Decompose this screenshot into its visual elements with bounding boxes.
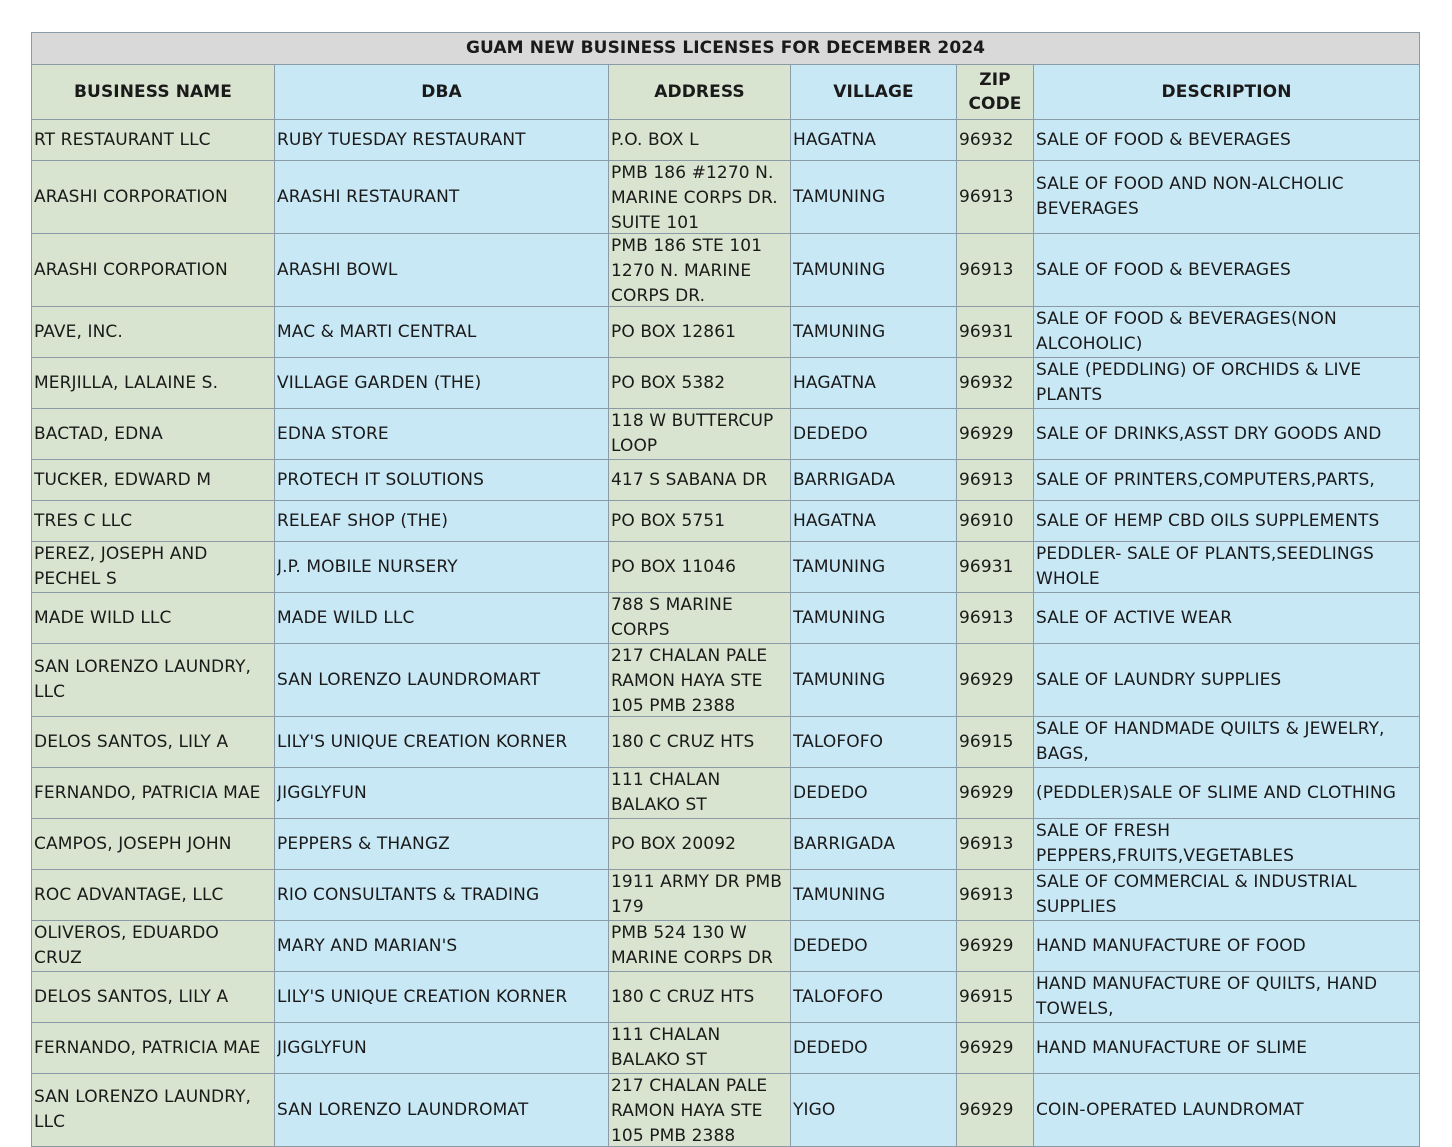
cell-dba-text: RUBY TUESDAY RESTAURANT <box>277 129 526 150</box>
cell-zip-code-text: 96932 <box>959 129 1014 150</box>
table-row <box>32 768 1420 819</box>
cell-dba-text: JIGGLYFUN <box>277 782 367 803</box>
cell-description-text: (PEDDLER)SALE OF SLIME AND CLOTHING <box>1036 782 1396 803</box>
cell-village-text: DEDEDO <box>793 935 868 956</box>
cell-village <box>791 870 957 921</box>
cell-business-name-text: MERJILLA, LALAINE S. <box>34 372 219 393</box>
cell-description-text: SALE OF FOOD & BEVERAGES(NON ALCOHOLIC) <box>1036 309 1337 354</box>
cell-village-text: DEDEDO <box>793 1037 868 1058</box>
cell-village <box>791 593 957 644</box>
cell-dba <box>275 460 609 501</box>
cell-address <box>609 768 791 819</box>
cell-zip-code <box>957 409 1034 460</box>
cell-address <box>609 460 791 501</box>
cell-village-text: TAMUNING <box>793 669 886 690</box>
cell-dba <box>275 307 609 358</box>
table-row <box>32 542 1420 593</box>
cell-zip-code <box>957 460 1034 501</box>
cell-village <box>791 307 957 358</box>
cell-zip-code <box>957 870 1034 921</box>
cell-dba <box>275 1023 609 1074</box>
cell-address-text: PMB 186 #1270 N. MARINE CORPS DR. SUITE 101 <box>611 163 778 233</box>
cell-zip-code-text: 96913 <box>959 607 1014 628</box>
cell-village <box>791 768 957 819</box>
cell-business-name <box>32 161 275 234</box>
cell-village-text: HAGATNA <box>793 372 877 393</box>
cell-address <box>609 819 791 870</box>
cell-address <box>609 1023 791 1074</box>
header-village: VILLAGE <box>791 65 957 120</box>
cell-zip-code-text: 96910 <box>959 510 1014 531</box>
cell-business-name <box>32 542 275 593</box>
cell-dba-text: PROTECH IT SOLUTIONS <box>277 469 484 490</box>
cell-dba-text: ARASHI RESTAURANT <box>277 186 460 207</box>
cell-village <box>791 921 957 972</box>
cell-address-text: PMB 524 130 W MARINE CORPS DR <box>611 923 773 968</box>
cell-business-name-text: RT RESTAURANT LLC <box>34 129 211 150</box>
cell-description <box>1034 593 1420 644</box>
cell-business-name <box>32 972 275 1023</box>
cell-address-text: 111 CHALAN BALAKO ST <box>611 770 721 815</box>
cell-address <box>609 870 791 921</box>
cell-zip-code-text: 96913 <box>959 884 1014 905</box>
cell-dba-text: RELEAF SHOP (THE) <box>277 510 449 531</box>
table-row <box>32 307 1420 358</box>
cell-address-text: PO BOX 20092 <box>611 833 737 854</box>
cell-business-name-text: BACTAD, EDNA <box>34 423 163 444</box>
cell-description-text: SALE OF FOOD & BEVERAGES <box>1036 259 1291 280</box>
table-row <box>32 460 1420 501</box>
cell-address <box>609 120 791 161</box>
cell-business-name <box>32 307 275 358</box>
cell-village <box>791 234 957 307</box>
table-row <box>32 501 1420 542</box>
cell-business-name <box>32 644 275 717</box>
cell-description <box>1034 358 1420 409</box>
cell-zip-code-text: 96913 <box>959 833 1014 854</box>
cell-business-name-text: MADE WILD LLC <box>34 607 172 628</box>
cell-business-name-text: SAN LORENZO LAUNDRY, LLC <box>34 657 252 702</box>
cell-business-name <box>32 501 275 542</box>
cell-address-text: 1911 ARMY DR PMB 179 <box>611 872 783 917</box>
cell-village <box>791 717 957 768</box>
cell-zip-code-text: 96931 <box>959 321 1014 342</box>
cell-description-text: PEDDLER- SALE OF PLANTS,SEEDLINGS WHOLE <box>1036 544 1374 589</box>
table-row <box>32 234 1420 307</box>
cell-zip-code <box>957 120 1034 161</box>
cell-village <box>791 542 957 593</box>
cell-address <box>609 593 791 644</box>
cell-zip-code-text: 96929 <box>959 782 1014 803</box>
table-row <box>32 921 1420 972</box>
cell-business-name-text: DELOS SANTOS, LILY A <box>34 731 229 752</box>
cell-description-text: SALE OF HEMP CBD OILS SUPPLEMENTS <box>1036 510 1380 531</box>
cell-business-name <box>32 409 275 460</box>
cell-address-text: 788 S MARINE CORPS <box>611 595 733 640</box>
cell-business-name <box>32 234 275 307</box>
cell-address-text: 111 CHALAN BALAKO ST <box>611 1025 721 1070</box>
cell-village <box>791 460 957 501</box>
cell-village-text: TAMUNING <box>793 259 886 280</box>
cell-village <box>791 501 957 542</box>
cell-description-text: COIN-OPERATED LAUNDROMAT <box>1036 1099 1304 1120</box>
license-table-sheet <box>31 32 1419 1147</box>
cell-business-name-text: FERNANDO, PATRICIA MAE <box>34 782 261 803</box>
cell-village-text: TAMUNING <box>793 556 886 577</box>
cell-dba <box>275 234 609 307</box>
cell-address-text: P.O. BOX L <box>611 129 699 150</box>
cell-address <box>609 234 791 307</box>
cell-village-text: BARRIGADA <box>793 833 896 854</box>
cell-address-text: 217 CHALAN PALE RAMON HAYA STE 105 PMB 2388 <box>611 1076 768 1146</box>
cell-business-name <box>32 1023 275 1074</box>
table-row <box>32 972 1420 1023</box>
cell-dba-text: LILY'S UNIQUE CREATION KORNER <box>277 986 568 1007</box>
cell-description-text: SALE OF ACTIVE WEAR <box>1036 607 1233 628</box>
cell-zip-code-text: 96929 <box>959 1037 1014 1058</box>
cell-address-text: PO BOX 5382 <box>611 372 726 393</box>
cell-address-text: PO BOX 5751 <box>611 510 726 531</box>
cell-dba-text: EDNA STORE <box>277 423 389 444</box>
cell-village-text: HAGATNA <box>793 129 877 150</box>
cell-description-text: SALE OF DRINKS,ASST DRY GOODS AND <box>1036 423 1382 444</box>
cell-zip-code <box>957 1023 1034 1074</box>
cell-village <box>791 644 957 717</box>
cell-dba <box>275 819 609 870</box>
cell-village-text: DEDEDO <box>793 782 868 803</box>
cell-description <box>1034 234 1420 307</box>
cell-address <box>609 542 791 593</box>
cell-description-text: HAND MANUFACTURE OF SLIME <box>1036 1037 1308 1058</box>
cell-business-name <box>32 593 275 644</box>
cell-business-name-text: PAVE, INC. <box>34 321 123 342</box>
cell-dba <box>275 161 609 234</box>
cell-dba-text: JIGGLYFUN <box>277 1037 367 1058</box>
cell-village-text: YIGO <box>793 1099 836 1120</box>
cell-dba <box>275 501 609 542</box>
cell-village-text: TAMUNING <box>793 186 886 207</box>
cell-business-name-text: TUCKER, EDWARD M <box>34 469 212 490</box>
cell-description <box>1034 120 1420 161</box>
cell-address-text: 118 W BUTTERCUP LOOP <box>611 411 774 456</box>
table-row <box>32 161 1420 234</box>
cell-business-name-text: OLIVEROS, EDUARDO CRUZ <box>34 923 219 968</box>
cell-dba-text: LILY'S UNIQUE CREATION KORNER <box>277 731 568 752</box>
cell-description-text: SALE OF LAUNDRY SUPPLIES <box>1036 669 1282 690</box>
cell-dba <box>275 644 609 717</box>
cell-description <box>1034 1023 1420 1074</box>
cell-business-name-text: DELOS SANTOS, LILY A <box>34 986 229 1007</box>
cell-zip-code-text: 96915 <box>959 986 1014 1007</box>
cell-business-name-text: CAMPOS, JOSEPH JOHN <box>34 833 232 854</box>
cell-zip-code <box>957 819 1034 870</box>
cell-business-name <box>32 768 275 819</box>
cell-dba <box>275 593 609 644</box>
cell-village <box>791 972 957 1023</box>
cell-address <box>609 409 791 460</box>
header-zip-code: ZIP CODE <box>957 65 1034 120</box>
cell-business-name <box>32 921 275 972</box>
cell-business-name <box>32 460 275 501</box>
table-row <box>32 819 1420 870</box>
cell-address-text: 180 C CRUZ HTS <box>611 731 755 752</box>
cell-village-text: TAMUNING <box>793 321 886 342</box>
cell-dba-text: PEPPERS & THANGZ <box>277 833 450 854</box>
cell-zip-code <box>957 542 1034 593</box>
cell-address-text: 180 C CRUZ HTS <box>611 986 755 1007</box>
header-address: ADDRESS <box>609 65 791 120</box>
cell-village-text: HAGATNA <box>793 510 877 531</box>
table-row <box>32 870 1420 921</box>
cell-address-text: 417 S SABANA DR <box>611 469 768 490</box>
table-row <box>32 358 1420 409</box>
cell-dba <box>275 972 609 1023</box>
cell-description <box>1034 161 1420 234</box>
cell-zip-code <box>957 644 1034 717</box>
cell-address <box>609 358 791 409</box>
cell-zip-code-text: 96913 <box>959 259 1014 280</box>
cell-village <box>791 1023 957 1074</box>
cell-business-name <box>32 717 275 768</box>
cell-description-text: SALE OF FOOD & BEVERAGES <box>1036 129 1291 150</box>
cell-zip-code-text: 96929 <box>959 935 1014 956</box>
cell-dba <box>275 717 609 768</box>
cell-zip-code-text: 96915 <box>959 731 1014 752</box>
cell-zip-code-text: 96929 <box>959 423 1014 444</box>
table-row <box>32 1074 1420 1147</box>
cell-zip-code <box>957 358 1034 409</box>
cell-dba <box>275 768 609 819</box>
cell-zip-code <box>957 307 1034 358</box>
cell-address-text: PO BOX 11046 <box>611 556 737 577</box>
header-row <box>32 65 1420 120</box>
cell-description <box>1034 972 1420 1023</box>
cell-village <box>791 1074 957 1147</box>
cell-description <box>1034 542 1420 593</box>
table-title: GUAM NEW BUSINESS LICENSES FOR DECEMBER 2024 <box>32 33 1420 65</box>
cell-address <box>609 1074 791 1147</box>
cell-business-name <box>32 358 275 409</box>
cell-address <box>609 921 791 972</box>
cell-dba-text: J.P. MOBILE NURSERY <box>277 556 458 577</box>
cell-zip-code <box>957 921 1034 972</box>
cell-description <box>1034 921 1420 972</box>
cell-dba-text: VILLAGE GARDEN (THE) <box>277 372 482 393</box>
cell-zip-code <box>957 234 1034 307</box>
cell-village-text: TAMUNING <box>793 607 886 628</box>
cell-address-text: PMB 186 STE 101 1270 N. MARINE CORPS DR. <box>611 236 763 306</box>
cell-dba <box>275 358 609 409</box>
cell-description-text: SALE OF PRINTERS,COMPUTERS,PARTS, <box>1036 469 1375 490</box>
cell-dba <box>275 120 609 161</box>
cell-zip-code <box>957 1074 1034 1147</box>
cell-village-text: TALOFOFO <box>793 986 884 1007</box>
cell-business-name-text: ROC ADVANTAGE, LLC <box>34 884 224 905</box>
table-row <box>32 644 1420 717</box>
cell-business-name-text: ARASHI CORPORATION <box>34 186 228 207</box>
header-business-name: BUSINESS NAME <box>32 65 275 120</box>
cell-dba <box>275 870 609 921</box>
cell-zip-code <box>957 717 1034 768</box>
cell-zip-code-text: 96931 <box>959 556 1014 577</box>
cell-dba <box>275 1074 609 1147</box>
table-body <box>32 120 1420 1147</box>
cell-business-name-text: SAN LORENZO LAUNDRY, LLC <box>34 1087 252 1132</box>
cell-business-name-text: ARASHI CORPORATION <box>34 259 228 280</box>
cell-description-text: SALE (PEDDLING) OF ORCHIDS & LIVE PLANTS <box>1036 360 1362 405</box>
cell-description <box>1034 644 1420 717</box>
cell-village-text: DEDEDO <box>793 423 868 444</box>
cell-address <box>609 644 791 717</box>
cell-address-text: PO BOX 12861 <box>611 321 737 342</box>
cell-zip-code-text: 96929 <box>959 669 1014 690</box>
cell-address <box>609 972 791 1023</box>
table-row <box>32 593 1420 644</box>
cell-dba-text: MARY AND MARIAN'S <box>277 935 458 956</box>
cell-dba-text: RIO CONSULTANTS & TRADING <box>277 884 540 905</box>
cell-village-text: TAMUNING <box>793 884 886 905</box>
cell-dba-text: ARASHI BOWL <box>277 259 398 280</box>
cell-zip-code-text: 96932 <box>959 372 1014 393</box>
license-table <box>31 32 1420 1147</box>
cell-business-name <box>32 819 275 870</box>
cell-address <box>609 307 791 358</box>
table-row <box>32 120 1420 161</box>
cell-dba-text: MADE WILD LLC <box>277 607 415 628</box>
cell-village-text: BARRIGADA <box>793 469 896 490</box>
cell-zip-code <box>957 768 1034 819</box>
cell-zip-code-text: 96929 <box>959 1099 1014 1120</box>
cell-dba-text: MAC & MARTI CENTRAL <box>277 321 477 342</box>
cell-village <box>791 161 957 234</box>
cell-description-text: SALE OF COMMERCIAL & INDUSTRIAL SUPPLIES <box>1036 872 1357 917</box>
cell-village <box>791 819 957 870</box>
cell-village <box>791 409 957 460</box>
cell-zip-code <box>957 161 1034 234</box>
cell-dba <box>275 409 609 460</box>
cell-address <box>609 161 791 234</box>
cell-business-name-text: TRES C LLC <box>34 510 133 531</box>
cell-village <box>791 120 957 161</box>
cell-business-name <box>32 120 275 161</box>
cell-address <box>609 501 791 542</box>
cell-dba <box>275 542 609 593</box>
cell-dba-text: SAN LORENZO LAUNDROMART <box>277 669 541 690</box>
cell-description <box>1034 501 1420 542</box>
cell-zip-code <box>957 501 1034 542</box>
cell-description <box>1034 1074 1420 1147</box>
cell-description-text: SALE OF FRESH PEPPERS,FRUITS,VEGETABLES <box>1036 821 1295 866</box>
cell-zip-code <box>957 593 1034 644</box>
cell-village-text: TALOFOFO <box>793 731 884 752</box>
cell-dba <box>275 921 609 972</box>
cell-description-text: SALE OF HANDMADE QUILTS & JEWELRY, BAGS, <box>1036 719 1385 764</box>
cell-village <box>791 358 957 409</box>
cell-business-name <box>32 1074 275 1147</box>
cell-business-name <box>32 870 275 921</box>
cell-address-text: 217 CHALAN PALE RAMON HAYA STE 105 PMB 2388 <box>611 646 768 716</box>
title-row <box>32 33 1420 65</box>
table-row <box>32 409 1420 460</box>
cell-dba-text: SAN LORENZO LAUNDROMAT <box>277 1099 529 1120</box>
header-dba: DBA <box>275 65 609 120</box>
table-row <box>32 717 1420 768</box>
table-row <box>32 1023 1420 1074</box>
cell-description <box>1034 870 1420 921</box>
cell-description <box>1034 307 1420 358</box>
cell-description <box>1034 717 1420 768</box>
cell-description <box>1034 460 1420 501</box>
header-description: DESCRIPTION <box>1034 65 1420 120</box>
cell-description <box>1034 409 1420 460</box>
cell-description-text: HAND MANUFACTURE OF QUILTS, HAND TOWELS, <box>1036 974 1378 1019</box>
cell-zip-code-text: 96913 <box>959 186 1014 207</box>
cell-address <box>609 717 791 768</box>
cell-zip-code <box>957 972 1034 1023</box>
cell-description <box>1034 768 1420 819</box>
cell-description <box>1034 819 1420 870</box>
cell-description-text: HAND MANUFACTURE OF FOOD <box>1036 935 1306 956</box>
cell-business-name-text: FERNANDO, PATRICIA MAE <box>34 1037 261 1058</box>
cell-business-name-text: PEREZ, JOSEPH AND PECHEL S <box>34 544 208 589</box>
cell-description-text: SALE OF FOOD AND NON-ALCHOLIC BEVERAGES <box>1036 174 1344 219</box>
cell-zip-code-text: 96913 <box>959 469 1014 490</box>
